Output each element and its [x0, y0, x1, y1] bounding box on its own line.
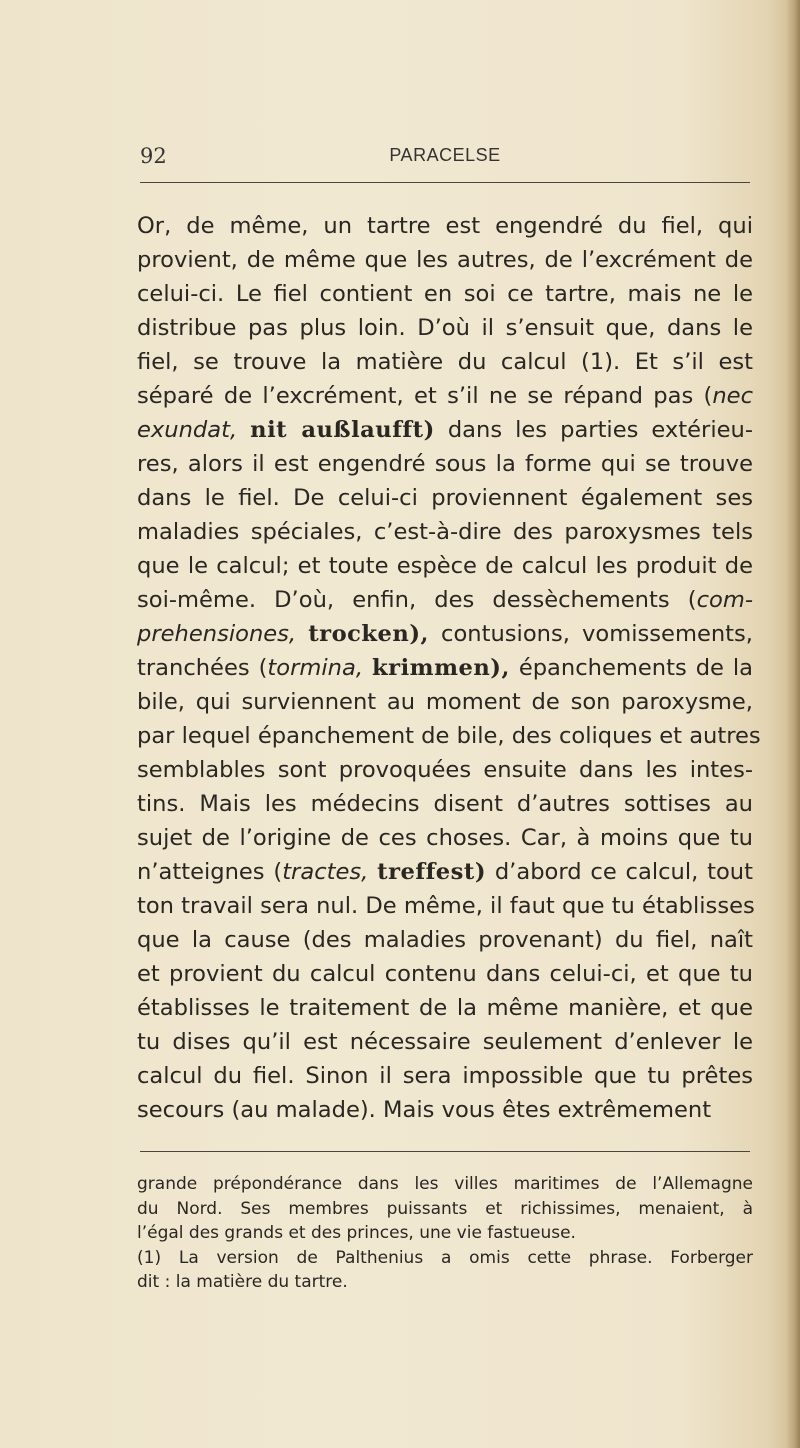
text-line [137, 821, 753, 855]
text-line [137, 481, 753, 515]
german-term: krimmen), [372, 655, 510, 681]
text-line [137, 583, 753, 617]
text-line-content: distribue pas plus loin. D’où il s’ensuit que, dans le [137, 315, 753, 341]
text-line-content: ton travail sera nul. De même, il faut que tu établisses [137, 893, 755, 919]
page-number: 92 [140, 144, 167, 168]
running-title: PARACELSE [389, 145, 501, 165]
text-line-content [137, 413, 753, 447]
text-line [137, 651, 753, 685]
text-line-content: dans le fiel. De celui-ci proviennent également ses [137, 485, 753, 511]
text-line [137, 515, 753, 549]
text-line-content: tins. Mais les médecins disent d’autres sottises au [137, 791, 753, 817]
text-line [137, 957, 753, 991]
text-segment: tranchées ( [137, 655, 268, 681]
text-segment: d’abord ce calcul, tout [494, 859, 753, 885]
text-line [137, 991, 753, 1025]
latin-term: nec [712, 383, 753, 409]
text-line-content [137, 855, 753, 889]
text-line [137, 311, 753, 345]
text-line-content: par lequel épanchement de bile, des coliques et autres [137, 723, 761, 749]
text-line-content [137, 583, 753, 617]
main-text [137, 209, 761, 1127]
text-line-content: semblables sont provoquées ensuite dans les intes- [137, 757, 753, 783]
footnote-text: (1) La version de Palthenius a omis cette phrase. Forberger [137, 1247, 753, 1268]
text-line-content: provient, de même que les autres, de l’excrément de [137, 247, 753, 273]
text-line-content: établisses le traitement de la même manière, et que [137, 995, 753, 1021]
text-line [137, 447, 753, 481]
text-line [137, 753, 753, 787]
latin-term: tormina, [267, 655, 364, 681]
text-line-content [137, 651, 753, 685]
text-line [137, 719, 761, 753]
text-line [137, 1093, 753, 1127]
text-line-content: maladies spéciales, c’est-à-dire des paroxysmes tels [137, 519, 753, 545]
text-line-content: secours (au malade). Mais vous êtes extrêmement [137, 1097, 712, 1123]
text-line [137, 889, 753, 923]
text-line-content: fiel, se trouve la matière du calcul (1). Et s’il est [137, 349, 753, 375]
text-line-content: que le calcul; et toute espèce de calcul les produit de [137, 553, 753, 579]
text-line [137, 549, 753, 583]
text-line-content: calcul du fiel. Sinon il sera impossible que tu prêtes [137, 1063, 753, 1089]
text-line-content: res, alors il est engendré sous la forme qui se trouve [137, 451, 753, 477]
footnote-text: l’égal des grands et des princes, une vie fastueuse. [137, 1223, 576, 1243]
text-line-content: celui-ci. Le fiel contient en soi ce tartre, mais ne le [137, 281, 753, 307]
text-line-content: sujet de l’origine de ces choses. Car, à moins que tu [137, 825, 753, 851]
page-header [140, 144, 750, 174]
text-line [137, 1025, 753, 1059]
text-line-content: et provient du calcul contenu dans celui-ci, et que tu [137, 961, 753, 987]
header-rule [140, 182, 750, 183]
text-line [137, 345, 753, 379]
footnote-rule [140, 1151, 750, 1152]
text-line [137, 923, 753, 957]
text-line [137, 243, 753, 277]
text-segment: soi-même. D’où, enfin, des dessèchements ( [137, 587, 697, 613]
german-term: nit außlaufft) [250, 417, 435, 443]
text-line [137, 209, 753, 243]
text-segment: dans les parties extérieu- [447, 417, 753, 443]
text-line [137, 379, 753, 413]
text-segment: séparé de l’excrément, et s’il ne se répand pas ( [137, 383, 713, 409]
footnote-line [137, 1221, 753, 1246]
text-segment: contusions, vomissements, [441, 621, 753, 647]
footnote-line [137, 1246, 753, 1271]
text-line [137, 787, 753, 821]
footnote-text: grande prépondérance dans les villes maritimes de l’Allemagne [137, 1174, 753, 1194]
text-segment: n’atteignes ( [137, 859, 283, 885]
footnote-text: dit : la matière du tartre. [137, 1272, 348, 1292]
text-line [137, 855, 753, 889]
text-segment: épanchements de la [518, 655, 754, 681]
text-line-content: Or, de même, un tartre est engendré du fiel, qui [137, 213, 753, 239]
footnote-line [137, 1197, 753, 1222]
text-line-content [137, 617, 753, 651]
text-line [137, 277, 753, 311]
footnotes [137, 1172, 753, 1295]
text-line-content [137, 379, 753, 413]
footnote-line [137, 1172, 753, 1197]
text-line [137, 1059, 753, 1093]
text-line-content: que la cause (des maladies provenant) du fiel, naît [137, 927, 753, 953]
text-line [137, 685, 753, 719]
latin-term: prehensiones, [137, 621, 297, 647]
latin-term: com- [696, 587, 753, 613]
page-edge-shadow [786, 0, 800, 1448]
text-line [137, 617, 753, 651]
latin-term: tractes, [282, 859, 369, 885]
footnote-line [137, 1270, 753, 1295]
german-term: trocken), [308, 621, 429, 647]
text-line-content: tu dises qu’il est nécessaire seulement d’enlever le [137, 1029, 753, 1055]
german-term: treffest) [377, 859, 487, 885]
latin-term: exundat, [137, 417, 238, 443]
text-line [137, 413, 753, 447]
text-line-content: bile, qui surviennent au moment de son paroxysme, [137, 689, 753, 715]
footnote-text: du Nord. Ses membres puissants et richissimes, menaient, à [137, 1198, 753, 1219]
